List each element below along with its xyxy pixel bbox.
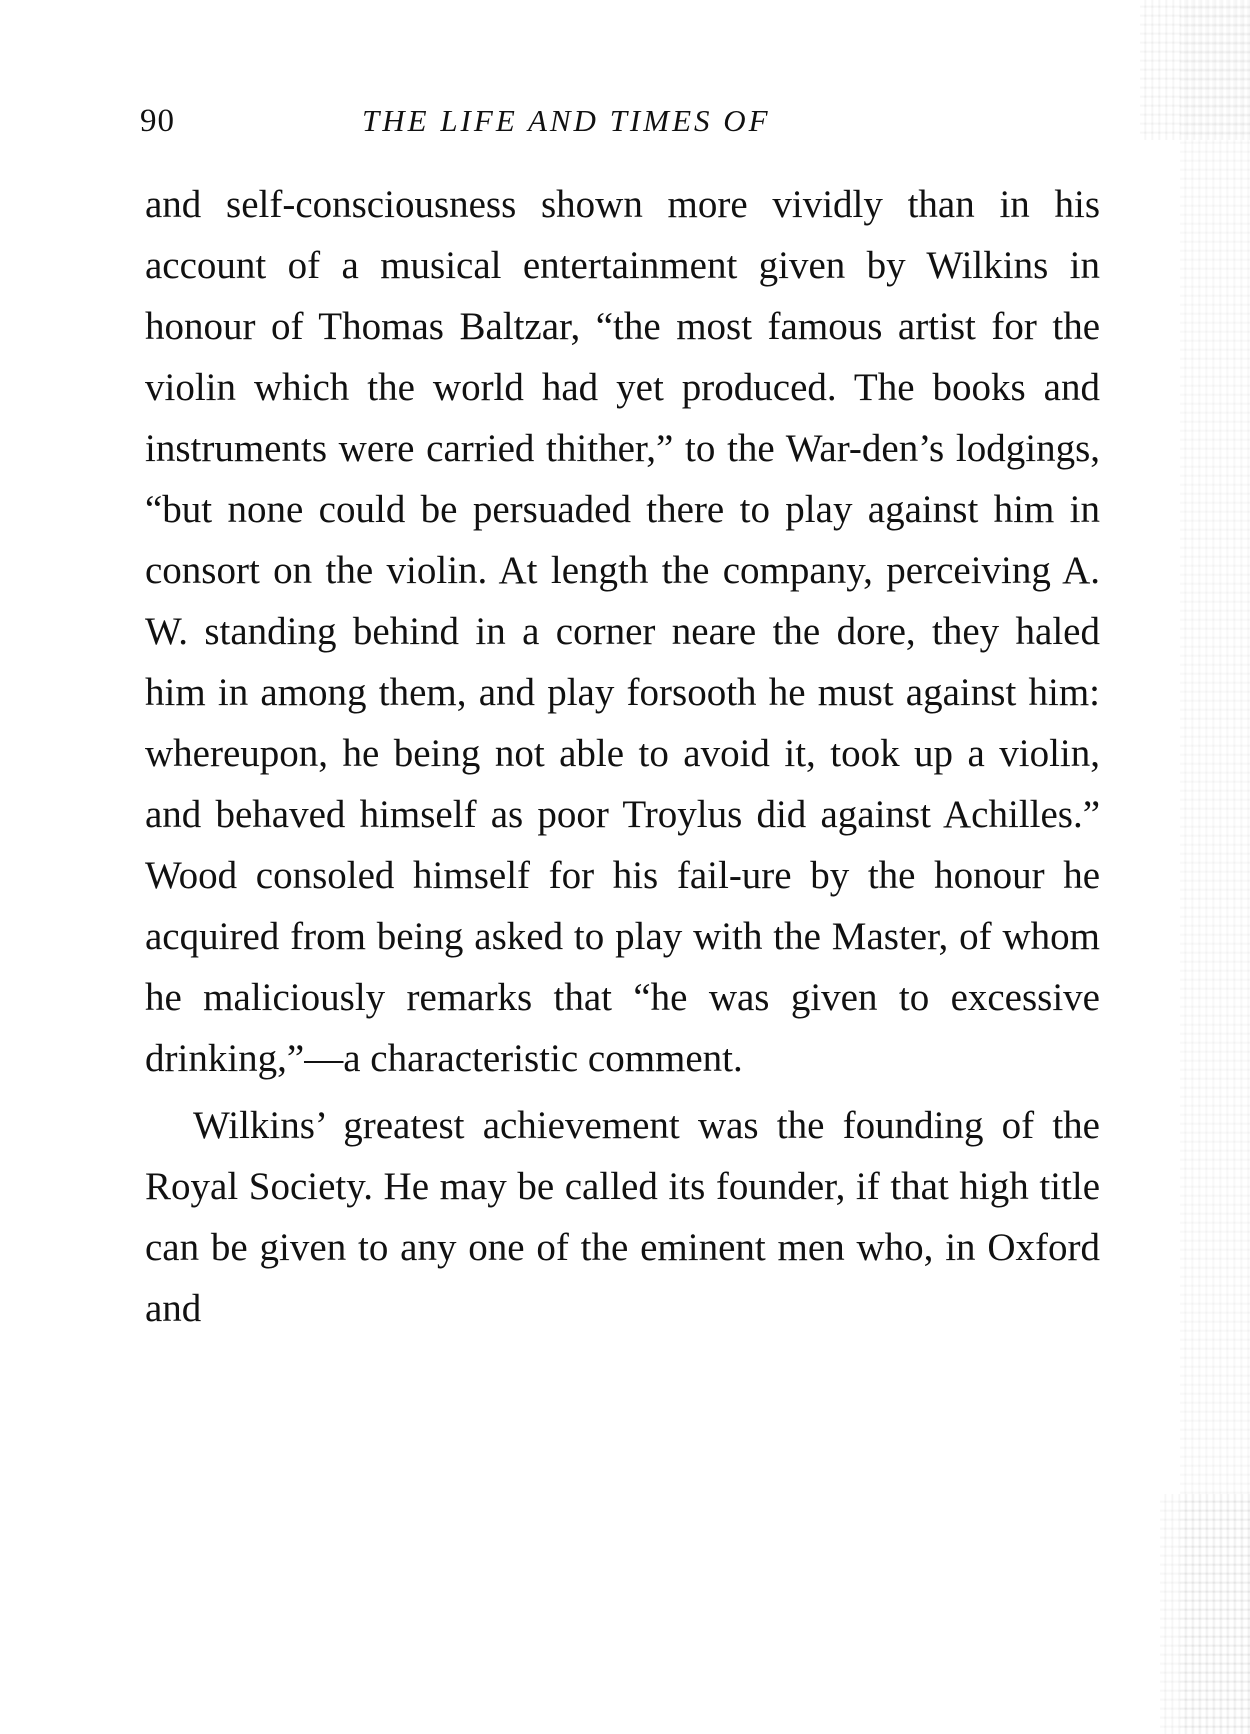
running-head: THE LIFE AND TIMES OF (362, 103, 771, 138)
page-number: 90 (140, 103, 175, 139)
page-header (140, 96, 1100, 146)
page-edge-shadow-bottom (1160, 1494, 1250, 1734)
paragraph-1: and self-consciousness shown more vividly than in his account of a musical entertainment given by Wilkins in honour of Thomas Baltzar, “the most famous artist for the violin which the world had yet produced. The books and instruments were carried thither,” to the War-den’s lodgings, “but none could be persuaded there to play against him in consort on the violin. At length the company, perceiving A. W. standing behind in a corner neare the dore, they haled him in among them, and play forsooth he must against him: whereupon, he being not able to avoid it, took up a violin, and behaved himself as poor Troylus did against Achilles.” Wood consoled himself for his fail-ure by the honour he acquired from being asked to play with the Master, of whom he maliciously remarks that “he was given to excessive drinking,”—a characteristic comment. (145, 183, 1100, 1080)
body-text (145, 174, 1100, 1339)
page-edge-shadow (1180, 0, 1250, 1734)
paragraph-2: Wilkins’ greatest achievement was the founding of the Royal Society. He may be called its founder, if that high title can be given to any one of the eminent men who, in Oxford and (145, 1104, 1100, 1330)
